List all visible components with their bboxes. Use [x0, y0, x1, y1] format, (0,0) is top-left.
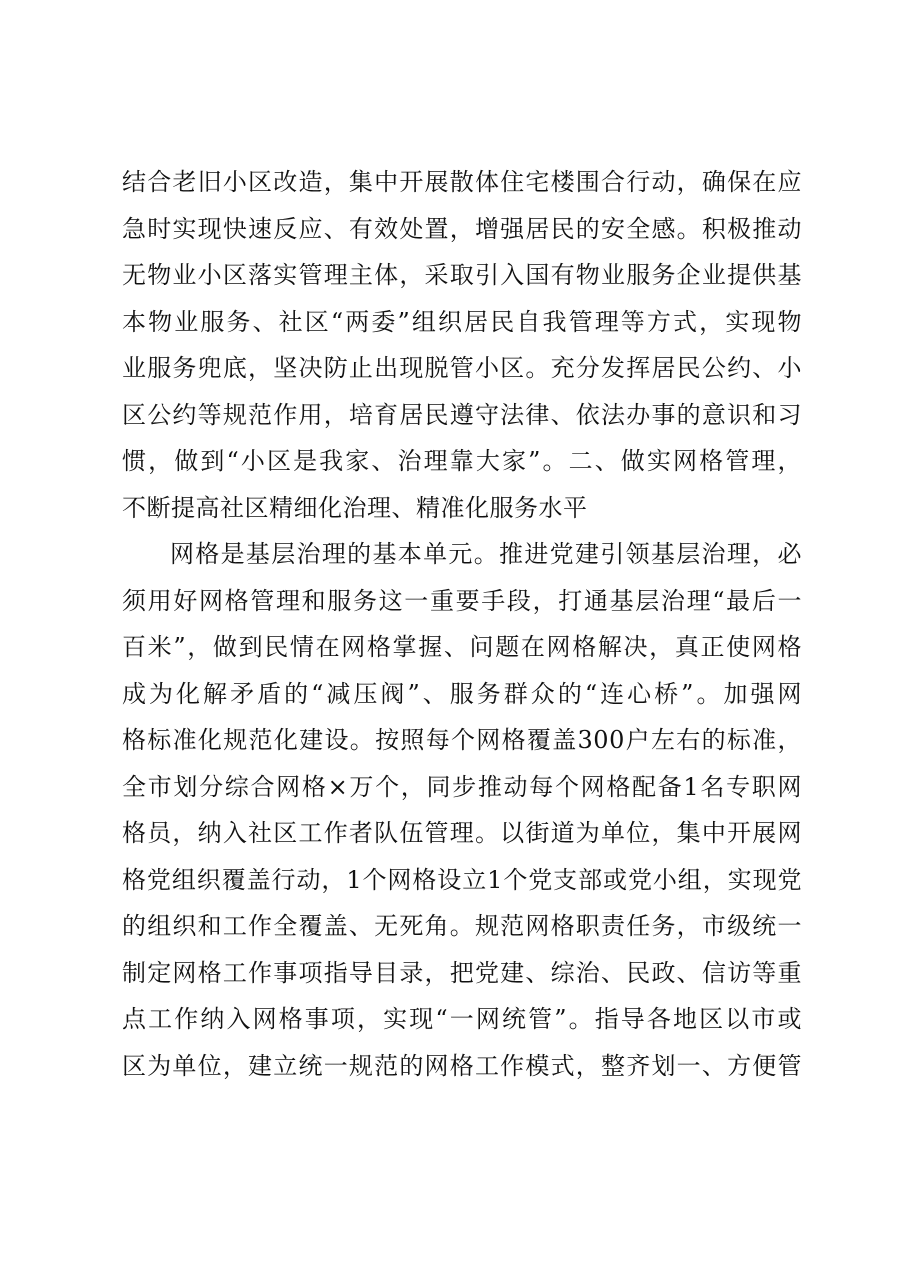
- text-line: 惯，做到“小区是我家、治理靠大家”。二、做实网格管理，: [122, 447, 802, 475]
- text-line: 格标准化规范化建设。按照每个网格覆盖300户左右的标准，: [122, 726, 802, 754]
- text-line: 结合老旧小区改造，集中开展散体住宅楼围合行动，确保在应: [122, 168, 802, 196]
- body-text: [122, 159, 802, 1089]
- text-line: 急时实现快速反应、有效处置，增强居民的安全感。积极推动: [122, 214, 802, 243]
- text-line: 点工作纳入网格事项，实现“一网统管”。指导各地区以市或: [122, 1005, 802, 1033]
- text-line: 须用好网格管理和服务这一重要手段，打通基层治理“最后一: [122, 586, 802, 615]
- text-line: 区公约等规范作用，培育居民遵守法律、依法办事的意识和习: [122, 400, 802, 429]
- text-line: 区为单位，建立统一规范的网格工作模式，整齐划一、方便管: [122, 1051, 802, 1080]
- paragraph-first-line: 网格是基层治理的基本单元。推进党建引领基层治理，必: [170, 540, 802, 568]
- text-line: 成为化解矛盾的“减压阀”、服务群众的“连心桥”。加强网: [122, 679, 802, 708]
- text-line: 全市划分综合网格×万个，同步推动每个网格配备1名专职网: [122, 772, 802, 801]
- text-line: 不断提高社区精细化治理、精准化服务水平: [122, 493, 588, 522]
- text-line: 格党组织覆盖行动，1个网格设立1个党支部或党小组，实现党: [122, 865, 802, 894]
- text-line: 无物业小区落实管理主体，采取引入国有物业服务企业提供基: [122, 261, 802, 289]
- text-line: 格员，纳入社区工作者队伍管理。以街道为单位，集中开展网: [122, 819, 802, 847]
- text-line: 百米”，做到民情在网格掌握、问题在网格解决，真正使网格: [122, 633, 802, 661]
- text-line: 业服务兜底，坚决防止出现脱管小区。充分发挥居民公约、小: [122, 354, 802, 382]
- text-line: 的组织和工作全覆盖、无死角。规范网格职责任务，市级统一: [122, 912, 802, 940]
- text-line: 本物业服务、社区“两委”组织居民自我管理等方式，实现物: [122, 307, 802, 336]
- text-line: 制定网格工作事项指导目录，把党建、综治、民政、信访等重: [122, 958, 802, 987]
